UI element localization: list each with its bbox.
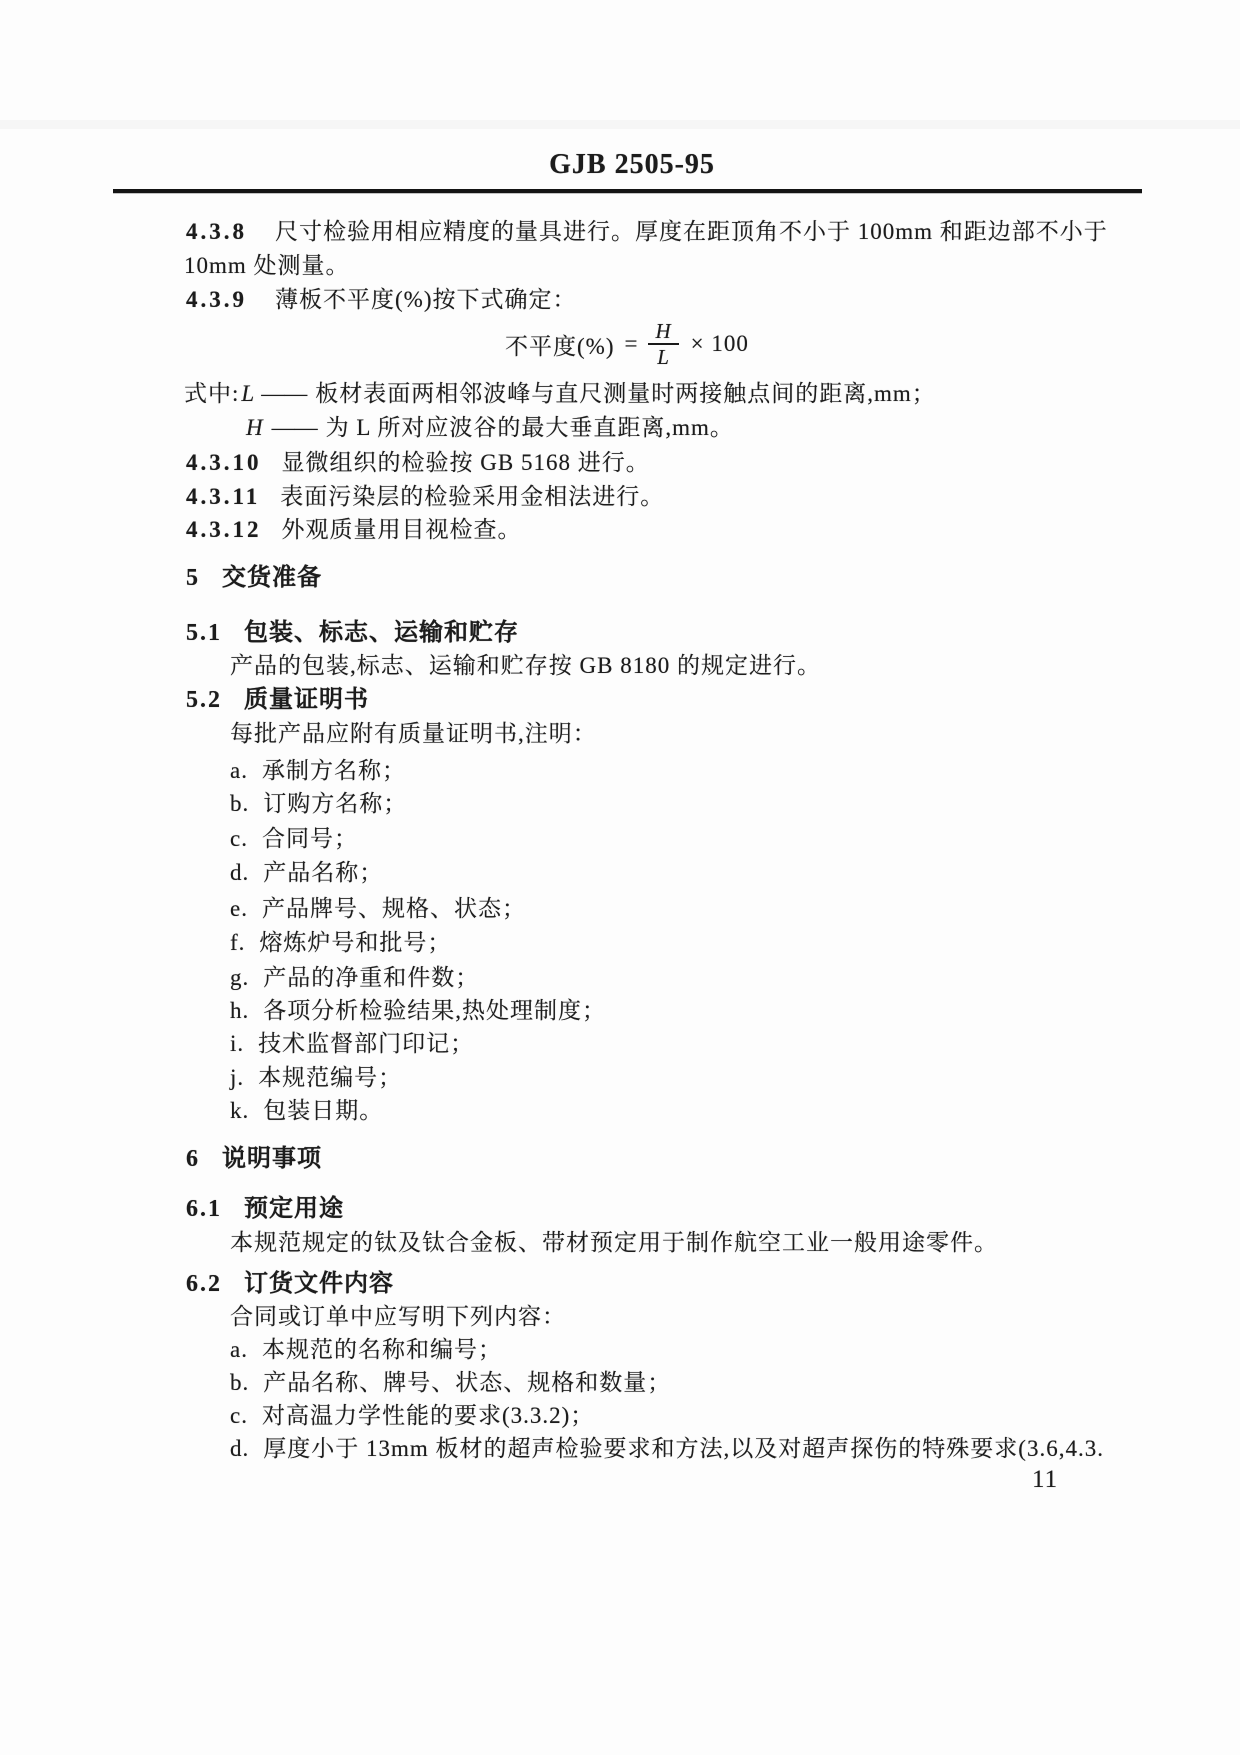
section-title: 质量证明书 bbox=[244, 687, 369, 713]
order-item-b bbox=[230, 1370, 671, 1396]
order-item-d bbox=[230, 1436, 1104, 1462]
section-number: 5.1 bbox=[186, 620, 222, 646]
item-label: b. bbox=[230, 791, 250, 816]
item-label: i. bbox=[230, 1031, 245, 1056]
item-text: 本规范编号； bbox=[258, 1065, 403, 1090]
em-dash: —— bbox=[271, 415, 318, 440]
item-text: 产品名称、牌号、状态、规格和数量； bbox=[263, 1370, 672, 1395]
section-title: 说明事项 bbox=[222, 1146, 322, 1172]
clause-text: 薄板不平度(%)按下式确定： bbox=[275, 287, 577, 312]
em-dash: —— bbox=[261, 381, 308, 406]
flatness-formula bbox=[505, 320, 749, 368]
page-number: 11 bbox=[1032, 1466, 1059, 1493]
section-5-1-heading bbox=[186, 620, 519, 648]
section-number: 6.2 bbox=[186, 1271, 222, 1297]
item-label: b. bbox=[230, 1370, 250, 1395]
item-text: 各项分析检验结果,热处理制度； bbox=[263, 998, 606, 1023]
cert-item-d bbox=[230, 860, 383, 886]
clause-number: 4.3.8 bbox=[186, 219, 247, 244]
section-6-2-intro: 合同或订单中应写明下列内容： bbox=[230, 1304, 566, 1329]
clause-number: 4.3.11 bbox=[186, 484, 261, 509]
clause-4-3-12 bbox=[186, 517, 522, 543]
header-rule bbox=[113, 189, 1142, 193]
item-label: g. bbox=[230, 965, 250, 990]
section-title: 交货准备 bbox=[222, 565, 322, 591]
cert-item-k bbox=[230, 1098, 383, 1124]
cert-item-f bbox=[230, 930, 451, 956]
clause-4-3-8-continuation: 10mm 处测量。 bbox=[184, 253, 350, 278]
section-6-1-body: 本规范规定的钛及钛合金板、带材预定用于制作航空工业一般用途零件。 bbox=[230, 1230, 998, 1255]
item-text: 产品牌号、规格、状态； bbox=[261, 896, 526, 921]
item-text: 技术监督部门印记； bbox=[258, 1031, 475, 1056]
item-label: a. bbox=[230, 1337, 248, 1362]
item-text: 厚度小于 13mm 板材的超声检验要求和方法,以及对超声探伤的特殊要求(3.6,4.3. bbox=[263, 1436, 1104, 1461]
section-6-2-heading bbox=[186, 1271, 394, 1299]
formula-lhs: 不平度(%) bbox=[505, 333, 615, 359]
section-5-2-intro: 每批产品应附有质量证明书,注明： bbox=[230, 721, 597, 746]
section-number: 5.2 bbox=[186, 687, 222, 713]
symbol-h: H bbox=[246, 415, 264, 440]
item-label: c. bbox=[230, 826, 248, 851]
section-number: 5 bbox=[186, 565, 200, 591]
clause-number: 4.3.10 bbox=[186, 450, 262, 475]
item-label: j. bbox=[230, 1065, 245, 1090]
item-text: 承制方名称； bbox=[261, 758, 406, 783]
item-label: h. bbox=[230, 998, 250, 1023]
section-5-heading bbox=[186, 565, 322, 593]
item-text: 订购方名称； bbox=[263, 791, 408, 816]
formula-denominator: L bbox=[657, 345, 670, 370]
item-label: c. bbox=[230, 1403, 248, 1428]
formula-numerator: H bbox=[648, 320, 678, 345]
item-label: k. bbox=[230, 1098, 250, 1123]
cert-item-b bbox=[230, 791, 407, 817]
cert-item-h bbox=[230, 998, 606, 1024]
section-5-2-heading bbox=[186, 687, 369, 715]
cert-item-c bbox=[230, 826, 358, 852]
section-number: 6.1 bbox=[186, 1196, 222, 1222]
formula-equals: = bbox=[624, 331, 639, 357]
clause-4-3-8 bbox=[186, 219, 1108, 245]
cert-item-i bbox=[230, 1031, 474, 1057]
section-title: 预定用途 bbox=[244, 1196, 344, 1222]
symbol-l: L bbox=[241, 381, 256, 406]
clause-text: 外观质量用目视检查。 bbox=[281, 517, 522, 542]
clause-4-3-10 bbox=[186, 450, 650, 476]
section-number: 6 bbox=[186, 1146, 200, 1172]
item-label: d. bbox=[230, 1436, 250, 1461]
where-clause-l bbox=[184, 381, 936, 407]
formula-fraction bbox=[648, 320, 678, 368]
item-text: 熔炼炉号和批号； bbox=[259, 930, 452, 955]
clause-number: 4.3.12 bbox=[186, 517, 262, 542]
item-text: 本规范的名称和编号； bbox=[261, 1337, 502, 1362]
section-5-1-body: 产品的包装,标志、运输和贮存按 GB 8180 的规定进行。 bbox=[230, 653, 821, 678]
item-text: 包装日期。 bbox=[263, 1098, 384, 1123]
where-text-l: 板材表面两相邻波峰与直尺测量时两接触点间的距离,mm； bbox=[315, 381, 936, 406]
clause-4-3-9 bbox=[186, 287, 576, 313]
item-label: f. bbox=[230, 930, 246, 955]
item-text: 合同号； bbox=[261, 826, 358, 851]
where-clause-h bbox=[246, 415, 734, 441]
section-6-1-heading bbox=[186, 1196, 344, 1224]
order-item-a bbox=[230, 1337, 502, 1363]
clause-text: 显微组织的检验按 GB 5168 进行。 bbox=[281, 450, 650, 475]
formula-multiplier: × 100 bbox=[690, 331, 749, 357]
section-6-heading bbox=[186, 1146, 322, 1174]
item-text: 对高温力学性能的要求(3.3.2)； bbox=[261, 1403, 595, 1428]
where-prefix: 式中: bbox=[184, 381, 240, 406]
section-title: 包装、标志、运输和贮存 bbox=[244, 620, 519, 646]
clause-text: 表面污染层的检验采用金相法进行。 bbox=[280, 484, 665, 509]
scan-artifact-band bbox=[0, 120, 1240, 129]
clause-text: 尺寸检验用相应精度的量具进行。厚度在距顶角不小于 100mm 和距边部不小于 bbox=[275, 219, 1108, 244]
cert-item-e bbox=[230, 896, 526, 922]
where-text-h: 为 L 所对应波谷的最大垂直距离,mm。 bbox=[325, 415, 734, 440]
order-item-c bbox=[230, 1403, 594, 1429]
clause-4-3-11 bbox=[186, 484, 664, 510]
item-label: d. bbox=[230, 860, 250, 885]
cert-item-j bbox=[230, 1065, 402, 1091]
item-text: 产品名称； bbox=[263, 860, 384, 885]
section-title: 订货文件内容 bbox=[244, 1271, 394, 1297]
cert-item-a bbox=[230, 758, 406, 784]
standard-code-header: GJB 2505-95 bbox=[549, 149, 715, 180]
cert-item-g bbox=[230, 965, 479, 991]
item-text: 产品的净重和件数； bbox=[263, 965, 480, 990]
item-label: e. bbox=[230, 896, 248, 921]
item-label: a. bbox=[230, 758, 248, 783]
clause-number: 4.3.9 bbox=[186, 287, 247, 312]
